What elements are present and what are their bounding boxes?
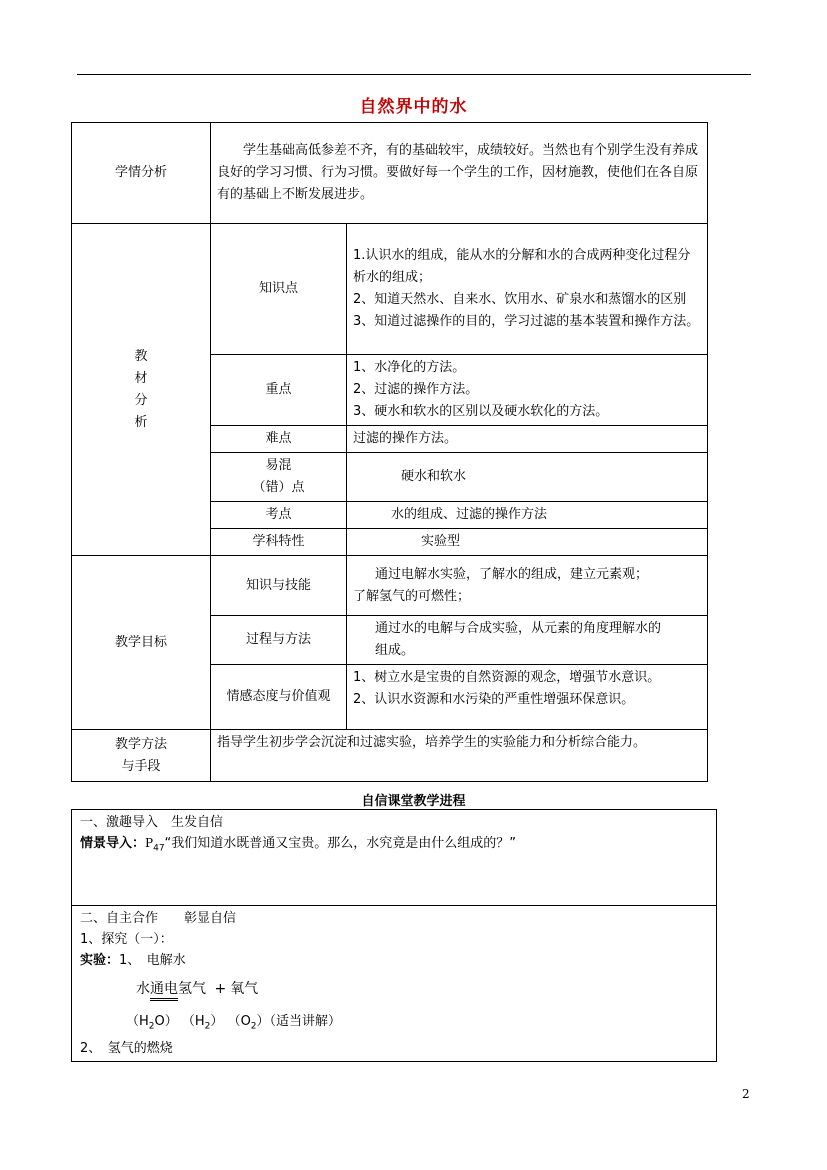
section-1 bbox=[72, 810, 717, 906]
electrolysis-equation: 水通电氢气 + 氧气 bbox=[136, 979, 708, 1001]
subject-feature-text: 实验型 bbox=[347, 529, 708, 556]
analysis-table bbox=[71, 122, 708, 782]
formula-h2o: $(H_2O)$ bbox=[126, 1014, 178, 1032]
method-label: 教学方法 与手段 bbox=[72, 730, 211, 782]
section-2-title: 二、自主合作 彰显自信 bbox=[80, 911, 237, 926]
method-text: 指导学生初步学会沉淀和过滤实验，培养学生的实验能力和分析综合能力。 bbox=[211, 730, 708, 782]
knowledge-text: 1.认识水的组成，能从水的分解和水的合成两种变化过程分析水的组成； 2、知道天然水、自来水、饮用水、矿泉水和蒸馏水的区别 3、知道过滤操作的目的，学习过滤的基本装置和操作方法。 bbox=[347, 224, 708, 355]
hydrogen-combustion-item: 2、 氢气的燃烧 bbox=[80, 1040, 173, 1056]
skill-goal-text: 通过电解水实验，了解水的组成，建立元素观； 了解氢气的可燃性； bbox=[347, 556, 708, 616]
section-2 bbox=[72, 906, 717, 1062]
process-goal-label: 过程与方法 bbox=[211, 616, 347, 665]
process-goal-text: 通过水的电解与合成实验，从元素的角度理解水的 组成。 bbox=[347, 616, 708, 665]
scene-intro: 情景导入：$P_{47}“$我们知道水既普通又宝贵。那么，水究竟是由什么组成的？” bbox=[80, 836, 517, 854]
student-analysis-label: 学情分析 bbox=[72, 123, 211, 224]
formula-o2: $(O_2)$ bbox=[227, 1014, 270, 1032]
process-title: 自信课堂教学进程 bbox=[361, 794, 466, 809]
difficulty-text: 过滤的操作方法。 bbox=[347, 426, 708, 453]
key-point-text: 1、水净化的方法。 2、过滤的操作方法。 3、硬水和软水的区别以及硬水软化的方法。 bbox=[347, 355, 708, 426]
page-title: 自然界中的水 bbox=[359, 97, 468, 117]
page-number: 2 bbox=[742, 1087, 750, 1101]
emotion-goal-label: 情感态度与价值观 bbox=[211, 665, 347, 730]
process-table bbox=[71, 809, 717, 1062]
material-analysis-label: 教 材 分 析 bbox=[72, 224, 211, 556]
exam-point-text: 水的组成、过滤的操作方法 bbox=[347, 502, 708, 529]
header-rule bbox=[77, 74, 751, 75]
exam-point-label: 考点 bbox=[211, 502, 347, 529]
chemical-formulas: $(H_2O)$ $(H_2)$ $(O_2)$（适当讲解） bbox=[126, 1014, 342, 1032]
student-analysis-text: 学生基础高低参差不齐，有的基础较牢，成绩较好。当然也有个别学生没有养成良好的学习习惯、行为习惯。要做好每一个学生的工作，因材施教，使他们在各自原有的基础上不断发展进步。 bbox=[211, 123, 708, 224]
key-point-label: 重点 bbox=[211, 355, 347, 426]
confusing-point-label: 易混 （错）点 bbox=[211, 453, 347, 502]
explore-heading: 1、探究（一）： bbox=[80, 932, 173, 947]
condition-electricity: 通电 bbox=[150, 980, 178, 1001]
section-1-title: 一、激趣导入 生发自信 bbox=[80, 815, 224, 830]
subject-feature-label: 学科特性 bbox=[211, 529, 347, 556]
teaching-goal-label: 教学目标 bbox=[72, 556, 211, 730]
experiment-line: 实验：1、 电解水 bbox=[80, 953, 186, 968]
skill-goal-label: 知识与技能 bbox=[211, 556, 347, 616]
formula-h2: $(H_2)$ bbox=[181, 1014, 224, 1032]
difficulty-label: 难点 bbox=[211, 426, 347, 453]
emotion-goal-text: 1、树立水是宝贵的自然资源的观念，增强节水意识。 2、认识水资源和水污染的严重性增强环保意识。 bbox=[347, 665, 708, 730]
confusing-point-text: 硬水和软水 bbox=[347, 453, 708, 502]
knowledge-label: 知识点 bbox=[211, 224, 347, 355]
